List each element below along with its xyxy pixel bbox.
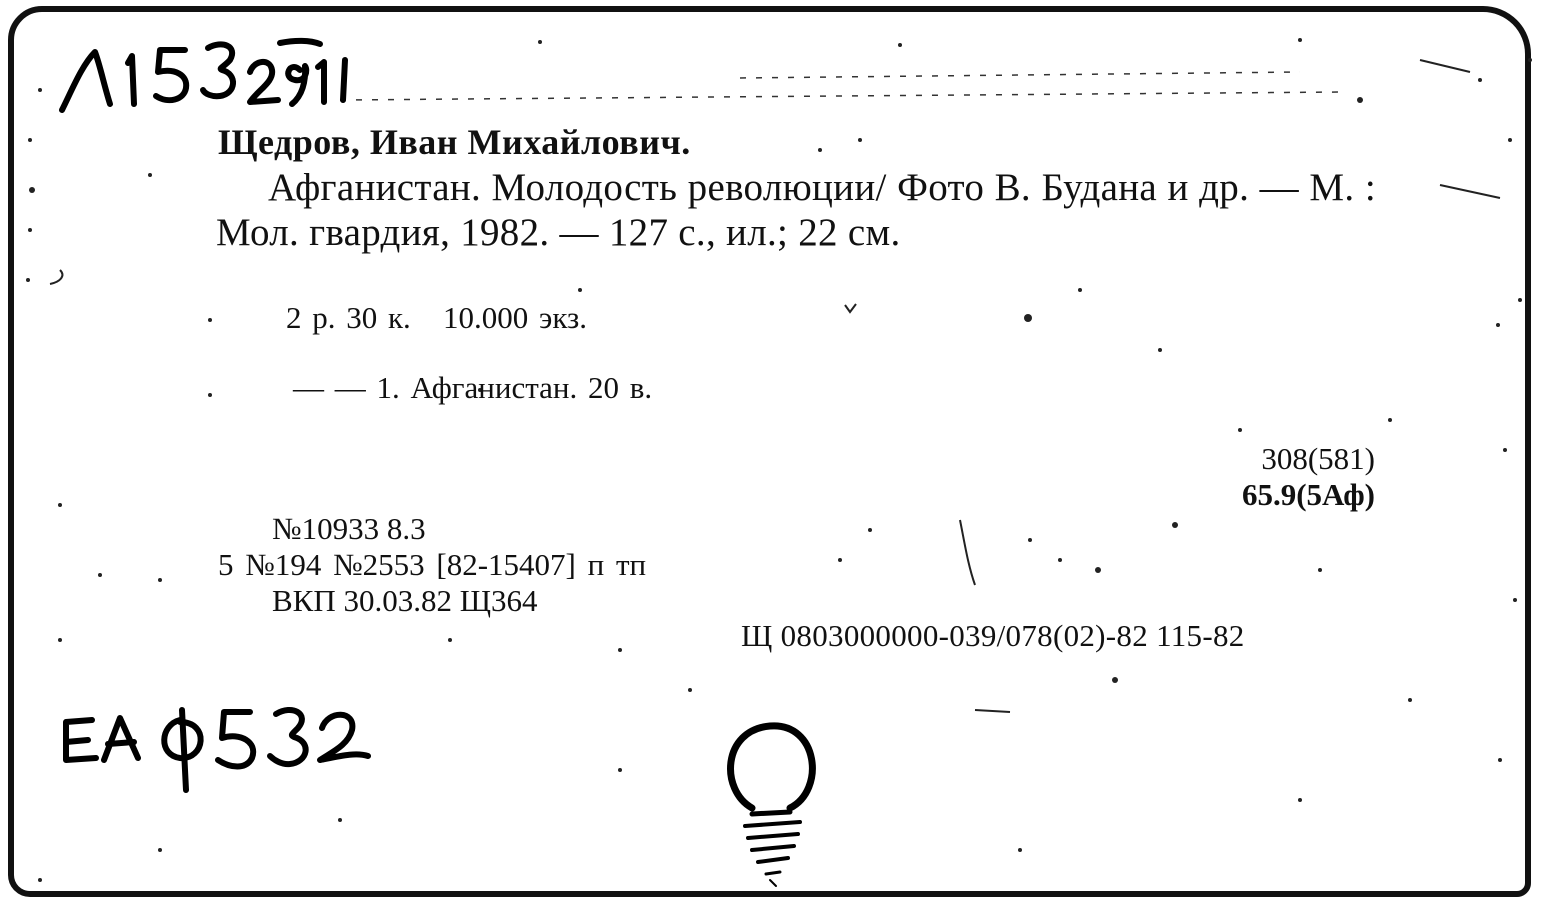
bbk-classification: 65.9(5Аф): [1241, 477, 1375, 512]
subject-heading: — — 1. Афганистан. 20 в.: [293, 370, 653, 405]
price-and-print-run: 2 р. 30 к. 10.000 экз.: [286, 300, 588, 335]
lightbulb-stamp-icon: [731, 726, 813, 886]
handwritten-shelf-mark: [66, 710, 368, 790]
author-heading: Щедров, Иван Михайлович.: [218, 122, 691, 162]
service-line-1: №10933 8.3: [272, 511, 426, 546]
bibliographic-description: Афганистан. Молодость революции/ Фото В. Будана и др. — М. : Мол. гвардия, 1982. — 127 с., ил.; 22 см.: [216, 166, 1376, 254]
handwritten-inventory-number: [62, 41, 345, 110]
service-line-2: 5 №194 №2553 [82-15407] п тп: [218, 547, 647, 582]
service-line-3: ВКП 30.03.82 Щ364: [272, 583, 538, 618]
publisher-code: Щ 0803000000-039/078(02)-82 115-82: [741, 618, 1245, 653]
udc-classification: 308(581): [1261, 441, 1375, 476]
